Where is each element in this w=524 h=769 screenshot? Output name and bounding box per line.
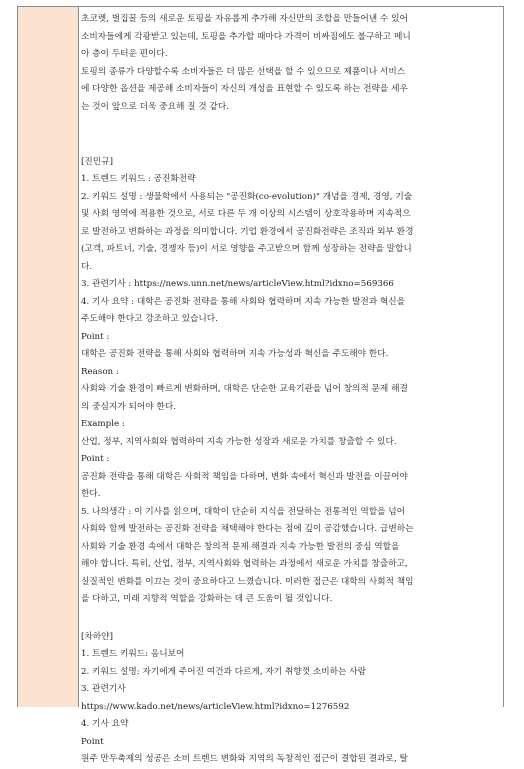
- text-line: Reason :: [81, 366, 119, 377]
- table-label-cell: [17, 6, 79, 707]
- document-content: [81, 11, 501, 769]
- text-line: 4. 기사 요약 : 대학은 공진화 전략을 통해 사회와 협력하며 지속 가능한 발전과 혁신을: [81, 296, 406, 307]
- spacer: [81, 136, 501, 154]
- table-top-border: [17, 6, 504, 7]
- spacer: [81, 116, 501, 136]
- text-line: 실질적인 변화를 이끄는 것이 중요하다고 느꼈습니다. 이러한 접근은 대학의 사회적 책임: [81, 576, 414, 587]
- text-line: 2. 키워드 설명 : 생물학에서 사용되는 "공진화(co-evolution)" 개념을 경제, 경영, 기술: [81, 191, 413, 202]
- text-line: 5. 나의생각 : 이 기사를 읽으며, 대학이 단순히 지식을 전달하는 전통적인 역할을 넘어: [81, 506, 406, 517]
- text-line: 의 중심지가 되어야 한다.: [81, 401, 176, 412]
- text-line: Point :: [81, 331, 110, 342]
- text-line: 아 층이 두터운 편이다.: [81, 49, 168, 59]
- text-line: 사회와 기술 환경 속에서 대학은 창의적 문제 해결과 지속 가능한 발전의 중심 역할을: [81, 541, 400, 552]
- text-line: (고객, 파트너, 기술, 경쟁자 등)이 서로 영향을 주고받으며 함께 성장하는 전략을 말합니: [81, 244, 412, 254]
- article-link[interactable]: 3. 관련기사 : https://news.unn.net/news/articleView.html?idxno=569366: [81, 279, 394, 289]
- text-line: 한다.: [81, 489, 101, 499]
- text-line: 2. 키워드 설명: 자기에게 주어진 여건과 다르게, 자기 취향껏 소비하는 사람: [81, 666, 366, 677]
- text-line: 는 것이 앞으로 더욱 중요해 질 것 같다.: [81, 101, 229, 112]
- text-line: 사회와 함께 발전하는 공진화 전략을 채택해야 한다는 점에 깊이 공감했습니다. 급변하는: [81, 524, 414, 534]
- text-line: 사회와 기술 환경이 빠르게 변화하며, 대학은 단순한 교육기관을 넘어 창의적 문제 해결: [81, 384, 408, 394]
- section-topping-trend: [81, 11, 501, 116]
- text-line: 에 다양한 옵션을 제공해 소비자들이 자신의 개성을 표현할 수 있도록 하는 전략을 세우: [81, 84, 408, 94]
- text-line: 3. 관련기사: [81, 684, 126, 694]
- text-line: Example :: [81, 419, 125, 429]
- text-line: 다.: [81, 261, 93, 272]
- article-link[interactable]: https://www.kado.net/news/articleView.html?idxno=1276592: [81, 701, 350, 712]
- text-line: 을 다하고, 미래 지향적 역할을 강화하는 데 큰 도움이 될 것입니다.: [81, 594, 333, 604]
- section-header: [차하얀]: [81, 631, 113, 642]
- text-line: Point :: [81, 454, 110, 464]
- text-line: 초코렛, 벌집꿀 등의 새로운 토핑을 자유롭게 추가해 자신만의 조합을 만들어낸 수 있어: [81, 14, 408, 24]
- section-jin-mingyu: [81, 154, 501, 609]
- text-line: 원주 만두축제의 성공은 소비 트렌드 변화와 지역의 독창적인 접근이 결합된 결과로, 탈: [81, 754, 408, 764]
- text-line: 소비자들에게 각광받고 있는데, 토핑을 추가할 때마다 가격이 비싸짐에도 불구하고 메니: [81, 31, 411, 42]
- text-line: 1. 트렌드 키워드 : 공진화전략: [81, 174, 196, 184]
- text-line: 해야 합니다. 특히, 산업, 정부, 지역사회와 협력하는 과정에서 새로운 가치를 창출하고,: [81, 559, 408, 569]
- text-line: Point: [81, 736, 104, 747]
- section-cha-hayan: [81, 629, 501, 769]
- text-line: 로 발전하고 변화하는 과정을 의미합니다. 기업 환경에서 공진화전략은 조직과 외부 환경: [81, 226, 414, 237]
- text-line: 1. 트렌드 키워드: 옴니보어: [81, 649, 185, 659]
- text-line: 대학은 공진화 전략을 통해 사회와 협력하며 지속 가능성과 혁신을 주도해야 한다.: [81, 349, 389, 359]
- text-line: 공진화 전략을 통해 대학은 사회적 책임을 다하며, 변화 속에서 혁신과 발전을 이끌어야: [81, 471, 408, 482]
- text-line: 주도해야 한다고 강조하고 있습니다.: [81, 314, 218, 324]
- text-line: 및 사회 영역에 적용한 것으로, 서로 다른 두 개 이상의 시스템이 상호작용하며 지속적으: [81, 209, 411, 219]
- text-line: 4. 기사 요약: [81, 719, 129, 729]
- spacer: [81, 609, 501, 629]
- text-line: 산업, 정부, 지역사회와 협력하여 지속 가능한 성장과 새로운 가치를 창출할 수 있다.: [81, 436, 397, 447]
- section-header: [진민규]: [81, 156, 113, 167]
- text-line: 토핑의 종류가 다양할수록 소비자들은 더 많은 선택을 할 수 있으므로 제품이나 서비스: [81, 66, 406, 77]
